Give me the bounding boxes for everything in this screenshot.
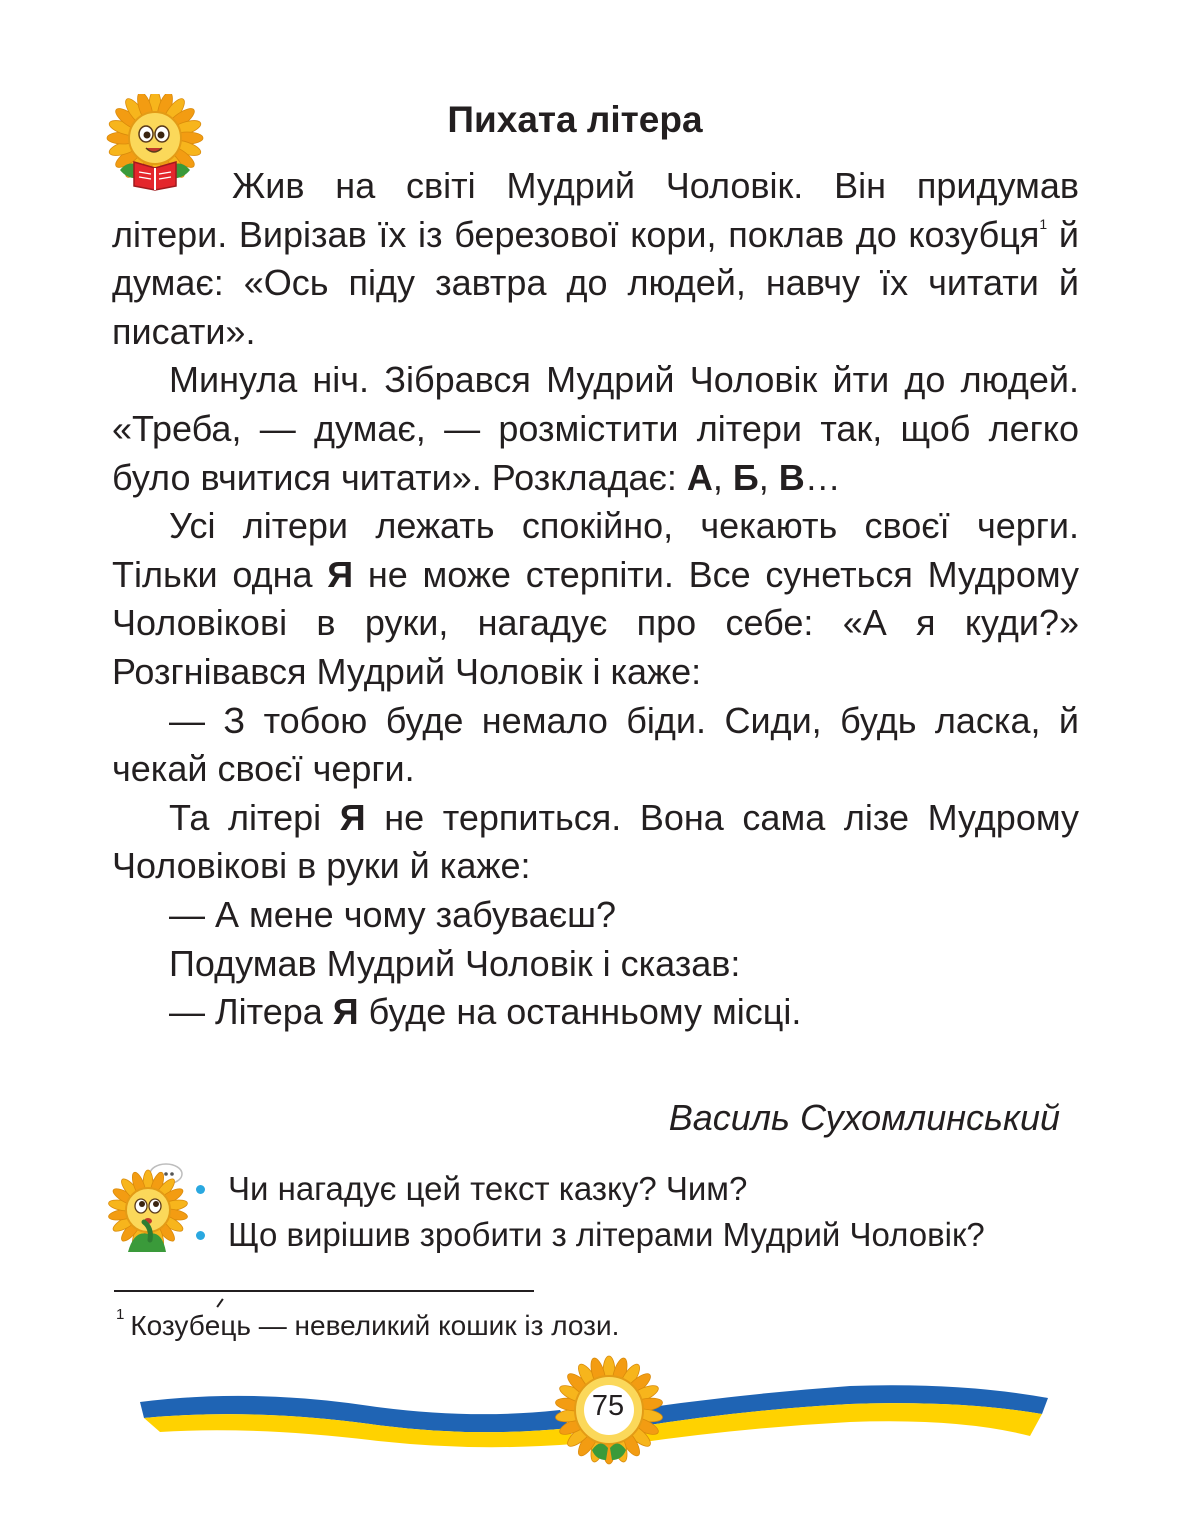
page-number: 75	[591, 1390, 625, 1422]
list-item	[196, 1166, 985, 1212]
author-name: Василь Сухомлинський	[668, 1097, 1060, 1138]
story-paragraph: Жив на світі Мудрий Чоловік. Він придумав літери. Вирізав їх із березової кори, поклав до козубця$^1$ й думає: «Ось піду завтра до людей, навчу їх читати й писати».	[112, 165, 1079, 352]
story-paragraph: Усі літери лежать спокійно, чекають своєї черги. Тільки одна Я не може стерпіти. Все сунеться Мудрому Чоловікові в руки, нагадує про себе: «А я куди?» Розгнівався Мудрий Чоловік і каже:	[112, 505, 1079, 692]
footnote-number: 1	[116, 1306, 125, 1323]
question-text: Чи нагадує цей текст казку? Чим?	[228, 1170, 748, 1207]
footnote: $^1$ Козубець — невеликий кошик із лози.	[116, 1306, 619, 1346]
question-text: Що вирішив зробити з літерами Мудрий Чоловік?	[228, 1216, 985, 1253]
bullet-icon	[196, 1185, 205, 1194]
story-paragraph: Минула ніч. Зібрався Мудрий Чоловік йти до людей. «Треба, — думає, — розмістити літери так, щоб легко було вчитися читати». Розкладає: А, Б, В…	[112, 359, 1079, 498]
sunflower-thinking-icon	[104, 1160, 194, 1260]
story-paragraph: — З тобою буде немало біди. Сиди, будь ласка, й чекай своєї черги.	[112, 699, 1079, 790]
footnote-marker: 1	[1039, 215, 1048, 232]
bold-letter: Я	[327, 553, 354, 595]
story-paragraph: — Літера Я буде на останньому місці.	[169, 991, 802, 1033]
bullet-icon	[196, 1231, 205, 1240]
stressed-letter: е	[205, 1306, 221, 1346]
story-paragraph: Та літері Я не терпиться. Вона сама лізе Мудрому Чоловікові в руки й каже:	[112, 796, 1079, 887]
bold-letter: Я	[339, 796, 366, 838]
bold-letter: Б	[732, 456, 759, 498]
list-item	[196, 1212, 985, 1258]
questions-list	[196, 1166, 985, 1258]
bold-letter: В	[778, 456, 805, 498]
story-text	[112, 162, 1079, 1037]
bold-letter: Я	[332, 991, 359, 1033]
bold-letter: А	[686, 456, 713, 498]
footnote-divider	[114, 1290, 534, 1292]
page-title: Пихата літера	[447, 99, 703, 140]
story-paragraph: Подумав Мудрий Чоловік і сказав:	[169, 942, 741, 984]
story-paragraph: — А мене чому забуваєш?	[169, 893, 616, 935]
